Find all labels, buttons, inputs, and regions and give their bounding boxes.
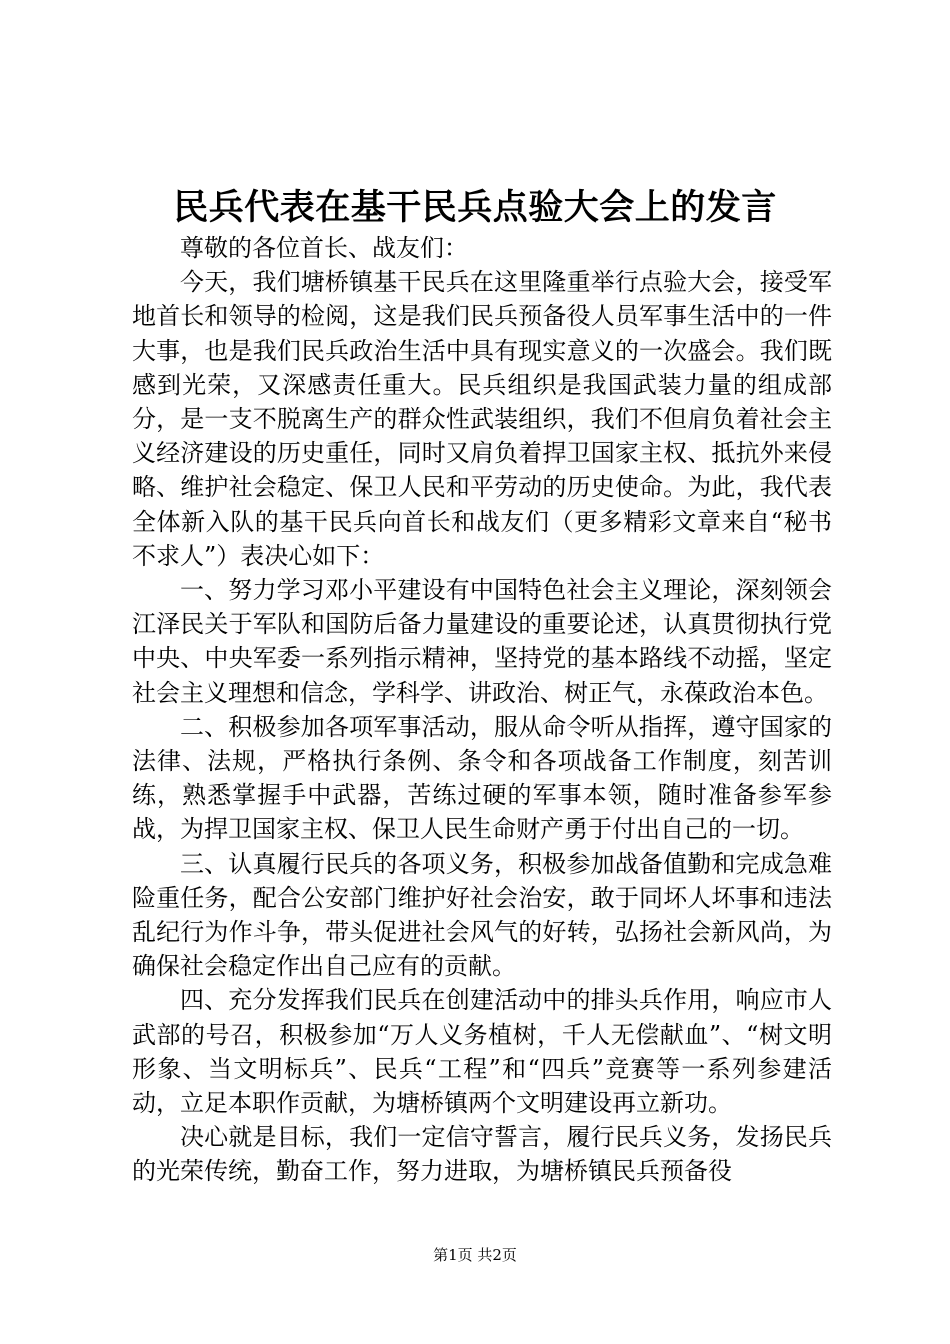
paragraph-pledge-1: 一、努力学习邓小平建设有中国特色社会主义理论，深刻领会江泽民关于军队和国防后备力量建设的重要论述，认真贯彻执行党中央、中央军委一系列指示精神，坚持党的基本路线不动摇，坚定社会主义理想和信念，学科学、讲政治、树正气，永葆政治本色。 (132, 576, 832, 707)
paragraph-pledge-2: 二、积极参加各项军事活动，服从命令听从指挥，遵守国家的法律、法规，严格执行条例、条令和各项战备工作制度，刻苦训练，熟悉掌握手中武器，苦练过硬的军事本领，随时准备参军参战，为捍卫国家主权、保卫人民生命财产勇于付出自己的一切。 (132, 712, 832, 844)
page-indicator: 第1页 共2页 (433, 1246, 517, 1264)
paragraph-pledge-4: 四、充分发挥我们民兵在创建活动中的排头兵作用，响应市人武部的号召，积极参加“万人义务植树，千人无偿献血”、“树文明形象、当文明标兵”、民兵“工程”和“四兵”竞赛等一系列参建活动，立足本职作贡献，为塘桥镇两个文明建设再立新功。 (132, 986, 832, 1118)
paragraph-pledge-3: 三、认真履行民兵的各项义务，积极参加战备值勤和完成急难险重任务，配合公安部门维护好社会治安，敢于同坏人坏事和违法乱纪行为作斗争，带头促进社会风气的好转，弘扬社会新风尚，为确保社会稳定作出自己应有的贡献。 (132, 849, 832, 981)
document-title: 民兵代表在基干民兵点验大会上的发言 (173, 187, 777, 228)
salutation: 尊敬的各位首长、战友们： (180, 234, 468, 262)
paragraph-conclusion: 决心就是目标，我们一定信守誓言，履行民兵义务，发扬民兵的光荣传统，勤奋工作，努力进取，为塘桥镇民兵预备役 (132, 1123, 832, 1186)
document-body (132, 231, 832, 1189)
paragraph-intro: 今天，我们塘桥镇基干民兵在这里隆重举行点验大会，接受军地首长和领导的检阅，这是我们民兵预备役人员军事生活中的一件大事，也是我们民兵政治生活中具有现实意义的一次盛会。我们既感到光荣，又深感责任重大。民兵组织是我国武装力量的组成部分，是一支不脱离生产的群众性武装组织，我们不但肩负着社会主义经济建设的历史重任，同时又肩负着捍卫国家主权、抵抗外来侵略、维护社会稳定、保卫人民和平劳动的历史使命。为此，我代表全体新入队的基干民兵向首长和战友们（更多精彩文章来自“秘书不求人”）表决心如下： (132, 268, 832, 570)
